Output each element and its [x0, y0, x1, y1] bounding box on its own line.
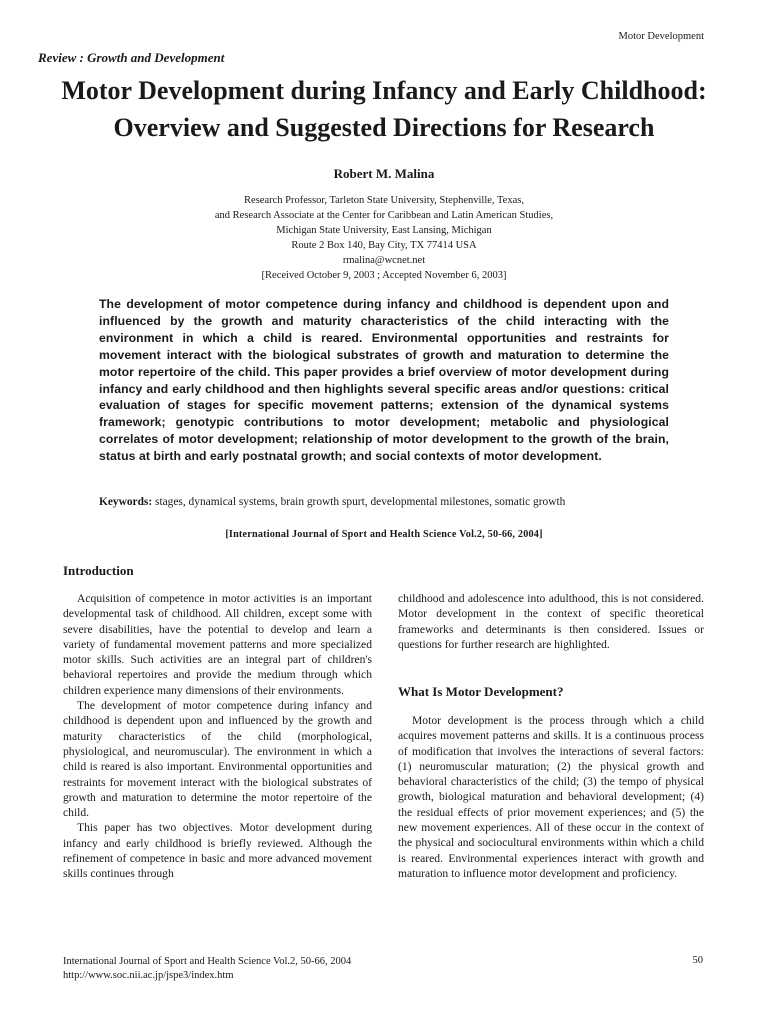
paragraph: The development of motor competence during infancy and childhood is dependent upon and influenced by the growth and maturity characteristics of the child (morphological, physiological, and neuromuscular). The environment in which a child is reared is also important. Environmental opportunities and restraints for movement interact with the biological substrates of growth and maturation to determine the motor repertoire of the child.: [63, 699, 372, 820]
right-column: [398, 713, 704, 881]
paper-title-line2: Overview and Suggested Directions for Research: [113, 113, 655, 142]
keywords: [99, 496, 699, 508]
journal-citation: [International Journal of Sport and Health Science Vol.2, 50-66, 2004]: [225, 529, 543, 540]
footer-journal: International Journal of Sport and Health Science Vol.2, 50-66, 2004: [63, 956, 352, 967]
paragraph: childhood and adolescence into adulthood, this is not considered. Motor development in the context of specific theoretical frameworks and determinants is then considered. Issues or questions for further research are highlighted.: [398, 592, 704, 651]
affiliation-block: [0, 193, 768, 283]
running-head: Motor Development: [618, 31, 704, 42]
abstract: The development of motor competence during infancy and childhood is dependent upon and influenced by the growth and maturity characteristics of the child interacting with the environment in which a child is reared. Environmental opportunities and restraints for movement interact with the biological substrates of growth and maturation to determine the motor repertoire of the child. This paper provides a brief overview of motor development during infancy and early childhood and then highlights several specific areas and/or questions: critical evaluation of stages for specific movement patterns; extension of the dynamical systems framework; genotypic contributions to motor development; metabolic and physiological correlates of motor development; relationship of motor development to the growth of the brain, status at birth and early postnatal growth; and social contexts of motor development.: [99, 297, 669, 464]
right-column-continuation: [398, 591, 704, 652]
keywords-label: Keywords:: [99, 496, 153, 508]
paragraph: Motor development is the process through which a child acquires movement patterns and skills. It is a continuous process of modification that involves the interactions of several factors: (1) neuromuscular maturation; (2) the physical growth and behavioral characteristics of the child; (3) the tempo of physical growth, biological maturation and behavioral development; (4) the residual effects of prior movement experiences; and (5) the new movement experiences. All of these occur in the context of the physical and sociocultural environments within which a child is reared. Environmental experiences interact with growth and maturation to influence motor development and proficiency.: [398, 714, 704, 880]
received-dates: [Received October 9, 2003 ; Accepted November 6, 2003]: [261, 270, 507, 281]
paragraph: This paper has two objectives. Motor development during infancy and early childhood is briefly reviewed. Although the refinement of competence in basic and more advanced movement skills continues through: [63, 821, 372, 881]
address-line: Route 2 Box 140, Bay City, TX 77414 USA: [291, 240, 477, 251]
paper-title: [20, 72, 748, 146]
affiliation-line: Research Professor, Tarleton State University, Stephenville, Texas,: [244, 195, 524, 206]
section-heading-introduction: Introduction: [63, 563, 134, 578]
footer-url[interactable]: http://www.soc.nii.ac.jp/jspe3/index.htm: [63, 970, 234, 981]
paper-title-line1: Motor Development during Infancy and Early Childhood:: [61, 76, 707, 105]
affiliation-line: and Research Associate at the Center for Caribbean and Latin American Studies,: [214, 210, 554, 221]
keywords-text: stages, dynamical systems, brain growth spurt, developmental milestones, somatic growth: [155, 496, 566, 508]
affiliation-line: Michigan State University, East Lansing, Michigan: [276, 225, 492, 236]
author-name: Robert M. Malina: [333, 166, 435, 181]
left-column: [63, 591, 372, 882]
paragraph: Acquisition of competence in motor activities is an important developmental task of childhood. All children, except some with severe disabilities, have the potential to develop and learn a variety of fundamental movement patterns and more specialized motor skills. Such activities are an integral part of children's behavioral repertoires and provide the medium through which children experience many dimensions of their environments.: [63, 592, 372, 697]
page-number: 50: [692, 955, 703, 966]
footer: [63, 955, 351, 983]
section-heading-what-is-motor-development: What Is Motor Development?: [398, 684, 564, 699]
section-tag: Review : Growth and Development: [38, 50, 225, 65]
author-email: rmalina@wcnet.net: [342, 255, 426, 266]
